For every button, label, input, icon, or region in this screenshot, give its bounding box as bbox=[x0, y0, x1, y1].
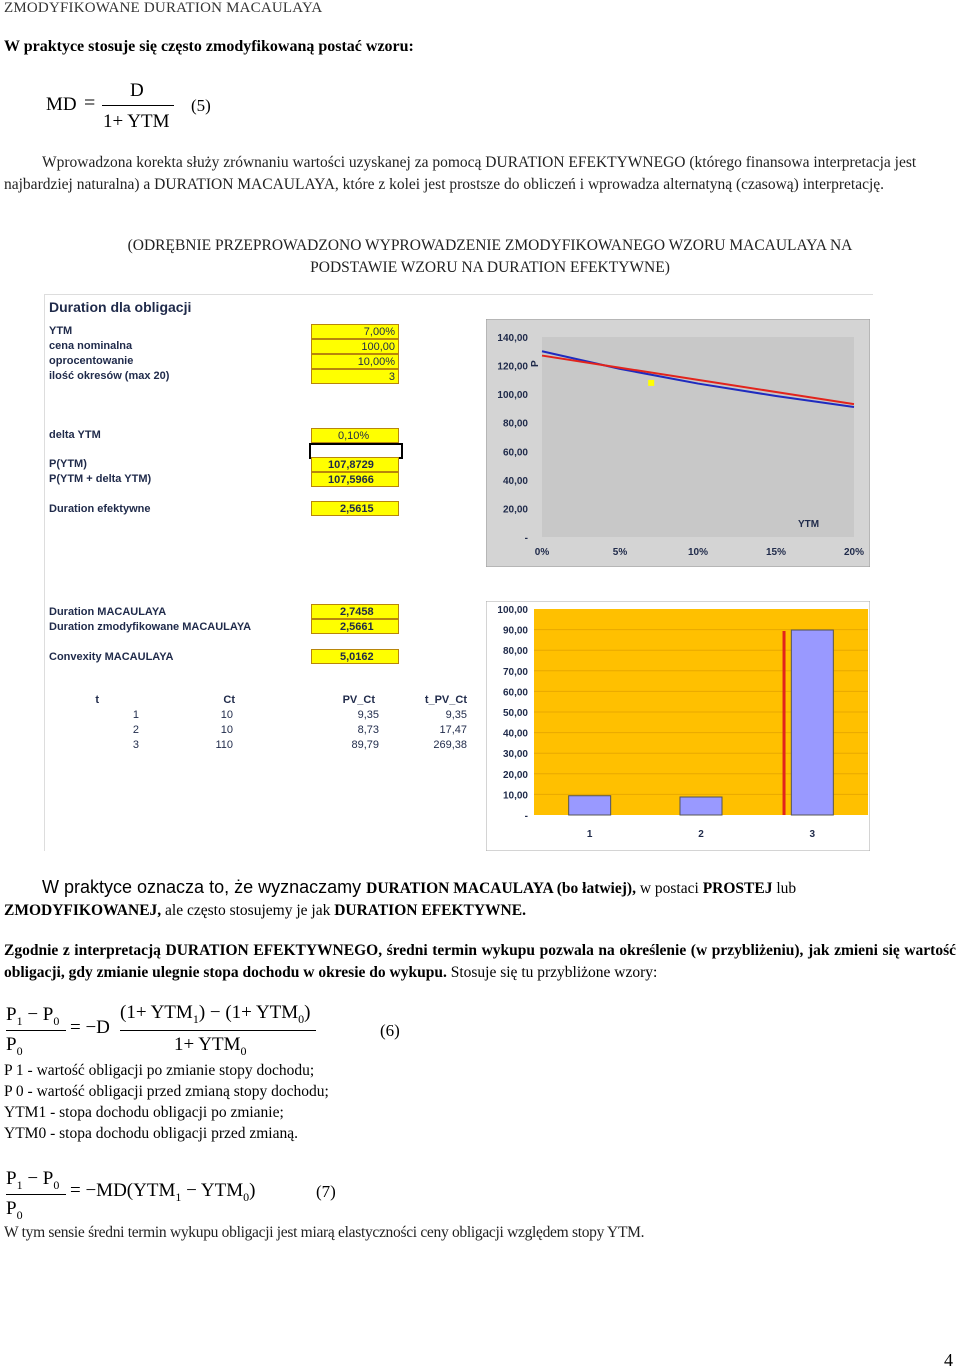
label-convexity: Convexity MACAULAYA bbox=[49, 651, 174, 663]
y-tick-label: 60,00 bbox=[502, 447, 528, 459]
formula6-lhs-numerator: $P_1 - P_0$ bbox=[6, 1004, 60, 1028]
legend-item: YTM0 - stopa dochodu obligacji przed zmianą. bbox=[4, 1125, 298, 1142]
formula5-eq: = bbox=[84, 92, 96, 114]
formula5-lhs: MD bbox=[46, 94, 77, 115]
x-axis-label: YTM bbox=[798, 519, 820, 530]
label-duration-modified: Duration zmodyfikowane MACAULAYA bbox=[49, 621, 252, 633]
y-tick-label: 100,00 bbox=[497, 605, 528, 616]
label-face-value: cena nominalna bbox=[49, 340, 133, 352]
y-tick-label: 20,00 bbox=[502, 769, 528, 781]
para2-text-5: lub bbox=[772, 880, 797, 897]
cell-ct: 10 bbox=[220, 724, 233, 736]
bar-3 bbox=[791, 630, 833, 815]
value-p-ytm: 107,8729 bbox=[311, 457, 399, 472]
symbol-legend bbox=[4, 1060, 329, 1144]
label-duration-effective: Duration efektywne bbox=[49, 503, 151, 515]
formula7-number: (7) bbox=[316, 1182, 336, 1201]
section-title: ZMODYFIKOWANE DURATION MACAULAYA bbox=[4, 0, 323, 16]
legend-item: YTM1 - stopa dochodu obligacji po zmianie; bbox=[4, 1104, 284, 1121]
formula5-denominator: 1+ YTM bbox=[103, 111, 170, 132]
x-tick-label: 2 bbox=[698, 829, 704, 840]
legend-item: P 1 - wartość obligacji po zmianie stopy dochodu; bbox=[4, 1062, 315, 1079]
y-tick-label: 120,00 bbox=[497, 361, 528, 373]
y-tick-label: - bbox=[524, 533, 528, 544]
cashflow-bar-chart bbox=[486, 601, 870, 851]
bar-1 bbox=[569, 796, 611, 815]
spreadsheet-image bbox=[44, 294, 873, 851]
para2-text-7: ale często stosujemy je jak bbox=[161, 902, 335, 919]
y-tick-label: 40,00 bbox=[502, 728, 528, 740]
y-tick-label: 80,00 bbox=[502, 418, 528, 430]
lead-sentence: W praktyce stosuje się często zmodyfikowaną postać wzoru: bbox=[4, 38, 414, 55]
formula7-lhs-numerator: $P_1 - P_0$ bbox=[6, 1168, 60, 1192]
bar-2 bbox=[680, 797, 722, 815]
y-tick-label: 70,00 bbox=[502, 666, 528, 678]
paragraph-practice bbox=[4, 876, 944, 922]
cell-ct: 10 bbox=[220, 709, 233, 721]
para2-text-1: W praktyce oznacza to, że wyznaczamy bbox=[42, 877, 367, 897]
formula7-lhs-denominator: $P_0$ bbox=[6, 1198, 23, 1222]
formula7-rhs: = $-MD(YTM_1 - YTM_0)$ bbox=[70, 1180, 256, 1204]
formula6-rhs-numerator: $(1+ YTM_1) - (1+ YTM_0)$ bbox=[120, 1002, 311, 1026]
cell-pv: 9,35 bbox=[357, 709, 379, 721]
value-coupon: 10,00% bbox=[311, 354, 399, 369]
para2-text-3: w postaci bbox=[635, 880, 703, 897]
value-p-ytm-delta: 107,5966 bbox=[311, 472, 399, 487]
table-header-tpv: t_PV_Ct bbox=[424, 694, 467, 706]
label-p-ytm: P(YTM) bbox=[49, 458, 87, 470]
para3-normal: Stosuje się tu przybliżone wzory: bbox=[446, 964, 658, 981]
y-tick-label: 40,00 bbox=[502, 475, 528, 487]
para2-text-6: ZMODYFIKOWANEJ, bbox=[4, 902, 162, 919]
value-face: 100,00 bbox=[311, 339, 399, 354]
y-tick-label: 140,00 bbox=[497, 333, 528, 344]
formula5-numerator: D bbox=[130, 80, 144, 101]
label-coupon: oprocentowanie bbox=[49, 355, 134, 367]
value-delta-ytm: 0,10% bbox=[311, 428, 399, 443]
x-tick-label: 3 bbox=[809, 829, 816, 840]
y-tick-label: 60,00 bbox=[502, 687, 528, 699]
value-convexity: 5,0162 bbox=[311, 649, 399, 664]
y-tick-label: 20,00 bbox=[502, 504, 528, 516]
y-tick-label: 100,00 bbox=[497, 390, 528, 402]
para2-text-4: PROSTEJ bbox=[702, 880, 773, 897]
formula7-lhs-bar bbox=[6, 1194, 66, 1195]
value-periods: 3 bbox=[311, 369, 399, 384]
formula6-rhs-denominator: $1+ YTM_0$ bbox=[174, 1034, 247, 1058]
table-header-pv: PV_Ct bbox=[342, 694, 375, 706]
intro-paragraph: Wprowadzona korekta służy zrównaniu wartości uzyskanej za pomocą DURATION EFEKTYWNEGO (którego finansowa interpretacja jest najbardziej naturalna) a DURATION MACAULAYA, które z kolei jest prostsze do obliczeń i wprowadza alternatyną (czasową) interpretację. bbox=[4, 154, 917, 193]
cell-tpv: 9,35 bbox=[445, 709, 467, 721]
paragraph-interpretation bbox=[4, 940, 956, 984]
x-tick-label: 1 bbox=[586, 829, 593, 840]
cell-tpv: 269,38 bbox=[433, 739, 467, 751]
label-duration-macaulay: Duration MACAULAYA bbox=[49, 606, 167, 618]
table-header-t: t bbox=[95, 694, 99, 706]
cell-t: 3 bbox=[132, 739, 139, 751]
formula6-number: (6) bbox=[380, 1021, 400, 1040]
cell-pv: 8,73 bbox=[357, 724, 379, 736]
y-tick-label: - bbox=[524, 811, 528, 822]
label-periods: ilość okresów (max 20) bbox=[49, 370, 170, 382]
cell-pv: 89,79 bbox=[351, 739, 379, 751]
y-tick-label: 30,00 bbox=[502, 749, 528, 761]
cell-t: 2 bbox=[132, 724, 139, 736]
para2-text-8: DURATION EFEKTYWNE. bbox=[334, 902, 526, 919]
para3-bold: Zgodnie z interpretacją DURATION EFEKTYWNEGO, średni termin wykupu pozwala na określenie (w przybliżeniu), jak zmieni się wartość obligacji, gdy zmianie ulegnie stopa dochodu w okresie do wykupu. bbox=[4, 942, 956, 981]
sheet-title: Duration dla obligacji bbox=[49, 299, 192, 315]
formula6-rhs-bar bbox=[120, 1030, 316, 1031]
value-duration-macaulay: 2,7458 bbox=[311, 604, 399, 619]
para2-text-2: DURATION MACAULAYA (bo łatwiej), bbox=[366, 880, 636, 897]
value-duration-modified: 2,5661 bbox=[311, 619, 399, 634]
y-tick-label: 90,00 bbox=[502, 625, 528, 637]
y-tick-label: 80,00 bbox=[502, 646, 528, 658]
formula6-lhs-denominator: $P_0$ bbox=[6, 1034, 23, 1058]
label-ytm: YTM bbox=[49, 325, 73, 337]
label-p-ytm-delta: P(YTM + delta YTM) bbox=[49, 473, 152, 485]
note-line-1: (ODRĘBNIE PRZEPROWADZONO WYPROWADZENIE ZMODYFIKOWANEGO WZORU MACAULAYA NA bbox=[127, 237, 853, 254]
note-line-2: PODSTAWIE WZORU NA DURATION EFEKTYWNE) bbox=[310, 259, 670, 276]
value-ytm: 7,00% bbox=[311, 324, 399, 339]
x-tick-label: 0% bbox=[534, 547, 550, 558]
cell-tpv: 17,47 bbox=[439, 724, 467, 736]
formula6-lhs-bar bbox=[6, 1030, 66, 1031]
price-yield-line-chart bbox=[486, 319, 870, 567]
x-tick-label: 5% bbox=[612, 547, 628, 558]
closing-sentence: W tym sensie średni termin wykupu obligacji jest miarą elastyczności ceny obligacji względem stopy YTM. bbox=[4, 1224, 645, 1241]
y-tick-label: 50,00 bbox=[502, 708, 528, 719]
value-duration-effective: 2,5615 bbox=[311, 501, 399, 516]
x-tick-label: 20% bbox=[843, 547, 865, 558]
formula5-number: (5) bbox=[191, 96, 211, 115]
x-tick-label: 10% bbox=[687, 547, 709, 558]
x-tick-label: 15% bbox=[765, 547, 787, 558]
cell-ct: 110 bbox=[215, 739, 233, 751]
formula5-fraction-bar bbox=[102, 105, 174, 106]
table-header-ct: Ct bbox=[223, 694, 235, 706]
cell-t: 1 bbox=[132, 709, 139, 721]
current-ytm-marker bbox=[648, 380, 654, 386]
plot-area bbox=[542, 337, 854, 537]
y-axis-label: P bbox=[530, 360, 541, 367]
label-delta-ytm: delta YTM bbox=[49, 429, 101, 441]
legend-item: P 0 - wartość obligacji przed zmianą stopy dochodu; bbox=[4, 1083, 329, 1100]
formula6-eq: = −D bbox=[70, 1017, 110, 1038]
y-tick-label: 10,00 bbox=[502, 790, 528, 802]
page-number: 4 bbox=[944, 1350, 953, 1370]
